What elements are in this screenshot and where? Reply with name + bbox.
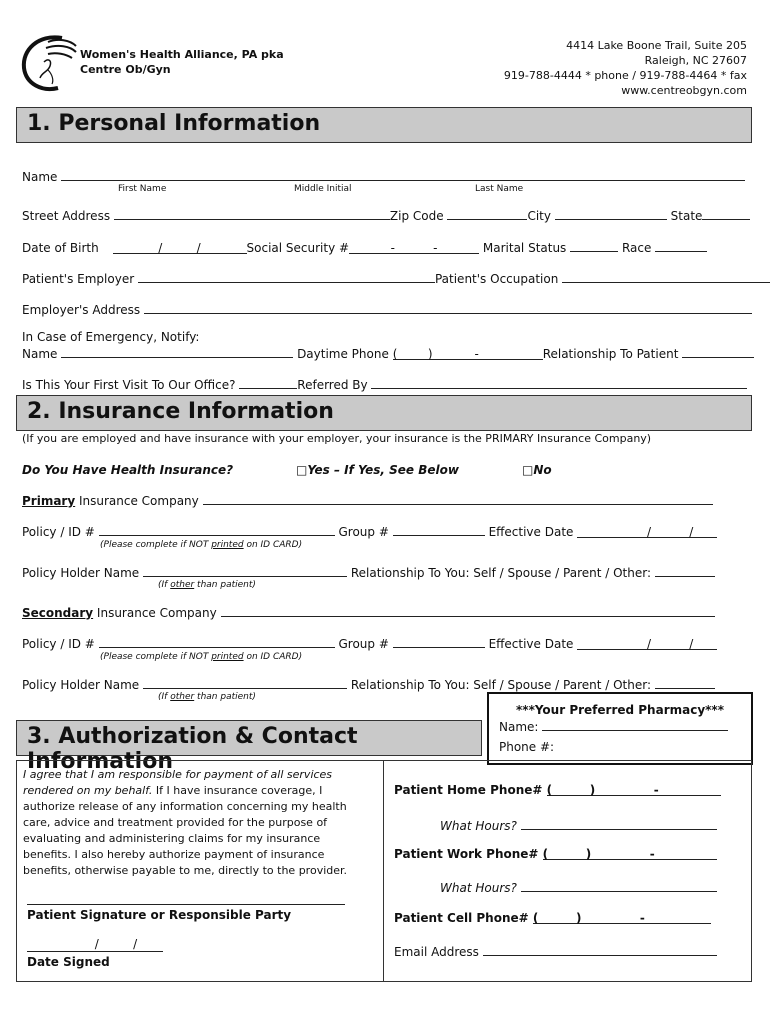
- email-field[interactable]: [483, 943, 717, 956]
- pharmacy-title: ***Your Preferred Pharmacy***: [516, 703, 724, 717]
- primary-policy-row: [22, 523, 748, 539]
- home-phone-label: Patient Home Phone#: [394, 783, 543, 797]
- group-label: Group #: [338, 637, 389, 651]
- name-field[interactable]: [61, 168, 745, 181]
- id-note: [100, 652, 302, 662]
- secondary-label: Secondary: [22, 606, 94, 620]
- ssn-label: Social Security #: [246, 241, 350, 255]
- relation-label: Relationship To You: Self / Spouse / Parent / Other:: [350, 566, 652, 580]
- race-label: Race: [621, 241, 652, 255]
- agreement-italic: I agree that I am responsible for payment of all services rendered on my behalf.: [23, 768, 333, 797]
- agreement-text: [23, 767, 363, 879]
- employer-field[interactable]: [138, 270, 435, 283]
- section-title: 3. Authorization & Contact Information: [27, 724, 358, 774]
- org-address: [504, 38, 747, 98]
- marital-field[interactable]: [570, 239, 618, 252]
- race-field[interactable]: [655, 239, 707, 252]
- note-text: on ID CARD): [243, 652, 303, 662]
- pharmacy-phone-label: Phone #:: [499, 740, 555, 754]
- org-name: Women's Health Alliance, PA pka: [80, 48, 284, 61]
- section-title: 2. Insurance Information: [27, 399, 334, 424]
- employer-row: [22, 270, 748, 286]
- policy-label: Policy / ID #: [22, 525, 95, 539]
- ssn-field[interactable]: - -: [349, 241, 479, 254]
- what-hours-label: What Hours?: [440, 881, 517, 895]
- home-hours-field[interactable]: [521, 817, 717, 830]
- daytime-phone-field[interactable]: ( ) -: [393, 347, 543, 360]
- name-label: Name: [22, 170, 58, 184]
- secondary-group-field[interactable]: [393, 635, 485, 648]
- date-signed-label: Date Signed: [27, 955, 110, 969]
- emergency-label: In Case of Emergency, Notify:: [22, 330, 200, 344]
- employer-address-row: [22, 301, 748, 317]
- home-phone-row: [394, 783, 721, 797]
- addr-phone: 919-788-4444 * phone / 919-788-4464 * fax: [503, 69, 747, 82]
- dob-label: Date of Birth: [22, 241, 99, 255]
- first-name-caption: First Name: [118, 184, 167, 194]
- referred-label: Referred By: [297, 378, 368, 392]
- zip-label: Zip Code: [389, 209, 444, 223]
- date-signed-field[interactable]: / /: [27, 937, 163, 952]
- cell-phone-label: Patient Cell Phone#: [394, 911, 529, 925]
- note-text: than patient): [194, 580, 256, 590]
- primary-holder-field[interactable]: [143, 564, 347, 577]
- holder-label: Policy Holder Name: [22, 678, 140, 692]
- secondary-effective-field[interactable]: / /: [577, 637, 717, 650]
- primary-effective-field[interactable]: / /: [577, 525, 717, 538]
- policy-label: Policy / ID #: [22, 637, 95, 651]
- work-phone-label: Patient Work Phone#: [394, 847, 539, 861]
- note-text: (If: [158, 580, 171, 590]
- signature-field[interactable]: [27, 904, 345, 905]
- home-hours-row: [440, 817, 717, 833]
- dob-row: [22, 239, 748, 255]
- home-phone-field[interactable]: ( ) -: [547, 783, 721, 796]
- id-note: [100, 540, 302, 550]
- note-text: (Please complete if NOT: [100, 540, 212, 550]
- street-label: Street Address: [22, 209, 111, 223]
- secondary-policy-row: [22, 635, 748, 651]
- middle-initial-caption: Middle Initial: [294, 184, 352, 194]
- first-visit-label: Is This Your First Visit To Our Office?: [22, 378, 236, 392]
- street-field[interactable]: [114, 207, 390, 220]
- cell-phone-row: [394, 911, 711, 925]
- emergency-name-label: Name: [22, 347, 58, 361]
- name-row: [22, 168, 748, 184]
- pharmacy-name-label: Name:: [499, 720, 539, 734]
- pharmacy-box: [487, 692, 753, 765]
- primary-label: Primary: [22, 494, 76, 508]
- referred-field[interactable]: [371, 376, 747, 389]
- note-text: than patient): [194, 692, 256, 702]
- secondary-holder-row: [22, 676, 748, 692]
- holder-label: Policy Holder Name: [22, 566, 140, 580]
- note-text: on ID CARD): [243, 540, 303, 550]
- employer-address-field[interactable]: [144, 301, 752, 314]
- other-note: [158, 580, 256, 590]
- employer-label: Patient's Employer: [22, 272, 135, 286]
- primary-holder-row: [22, 564, 748, 580]
- have-insurance-label: Do You Have Health Insurance?: [22, 463, 234, 477]
- primary-company-field[interactable]: [203, 492, 713, 505]
- first-visit-row: [22, 376, 748, 392]
- secondary-relation-field[interactable]: [655, 676, 715, 689]
- work-phone-row: [394, 847, 717, 861]
- addr-line: Raleigh, NC 27607: [644, 54, 747, 67]
- relationship-label: Relationship To Patient: [542, 347, 679, 361]
- logo-icon: [18, 32, 78, 94]
- effective-date-label: Effective Date: [488, 525, 574, 539]
- address-row: [22, 207, 748, 223]
- dob-field[interactable]: / /: [113, 241, 247, 254]
- first-visit-field[interactable]: [239, 376, 297, 389]
- work-hours-field[interactable]: [521, 879, 717, 892]
- insurance-company-label: Insurance Company: [93, 606, 217, 620]
- emergency-row: [22, 345, 748, 361]
- authorization-box: [16, 760, 752, 982]
- state-label: State: [670, 209, 703, 223]
- secondary-company-row: [22, 604, 748, 620]
- what-hours-label: What Hours?: [440, 819, 517, 833]
- note-text: (If: [158, 692, 171, 702]
- city-label: City: [527, 209, 551, 223]
- effective-date-label: Effective Date: [488, 637, 574, 651]
- secondary-company-field[interactable]: [221, 604, 715, 617]
- section-insurance-header: [16, 395, 752, 431]
- employer-address-label: Employer's Address: [22, 303, 141, 317]
- insurance-subtitle: (If you are employed and have insurance with your employer, your insurance is the PRIMARY Insurance Company): [22, 432, 652, 445]
- addr-website: www.centreobgyn.com: [621, 84, 747, 97]
- primary-group-field[interactable]: [393, 523, 485, 536]
- org-subname: Centre Ob/Gyn: [80, 63, 171, 76]
- primary-company-row: [22, 492, 748, 508]
- section-personal-header: [16, 107, 752, 143]
- emergency-name-field[interactable]: [61, 345, 293, 358]
- state-field[interactable]: [702, 207, 750, 220]
- note-text: printed: [211, 540, 244, 550]
- other-note: [158, 692, 256, 702]
- marital-label: Marital Status: [482, 241, 567, 255]
- relation-label: Relationship To You: Self / Spouse / Parent / Other:: [350, 678, 652, 692]
- note-text: printed: [211, 652, 244, 662]
- email-label: Email Address: [394, 945, 479, 959]
- primary-relation-field[interactable]: [655, 564, 715, 577]
- cell-phone-field[interactable]: ( ) -: [533, 911, 711, 924]
- work-hours-row: [440, 879, 717, 895]
- note-text: other: [170, 580, 195, 590]
- signature-label: Patient Signature or Responsible Party: [27, 908, 292, 922]
- secondary-holder-field[interactable]: [143, 676, 347, 689]
- primary-policy-field[interactable]: [99, 523, 335, 536]
- agreement-body: If I have insurance coverage, I authorize release of any information concerning my health care, advice and treatment provided for the purpose of evaluating and administering claims for my insurance benefits. I also hereby authorize payment of insurance benefits, otherwise payable to me, directly to the provider.: [23, 784, 348, 877]
- note-text: other: [170, 692, 195, 702]
- occupation-field[interactable]: [562, 270, 770, 283]
- section-authorization-header: [16, 720, 482, 774]
- last-name-caption: Last Name: [475, 184, 524, 194]
- addr-line: 4414 Lake Boone Trail, Suite 205: [566, 39, 747, 52]
- occupation-label: Patient's Occupation: [434, 272, 559, 286]
- insurance-company-label: Insurance Company: [75, 494, 199, 508]
- pharmacy-name-field[interactable]: [542, 718, 728, 731]
- section-title: 1. Personal Information: [27, 111, 321, 136]
- no-checkbox[interactable]: □No: [522, 463, 552, 477]
- daytime-phone-label: Daytime Phone: [297, 347, 389, 361]
- work-phone-field[interactable]: ( ) -: [543, 847, 717, 860]
- note-text: (Please complete if NOT: [100, 652, 212, 662]
- group-label: Group #: [338, 525, 389, 539]
- yes-checkbox[interactable]: □Yes – If Yes, See Below: [296, 463, 459, 477]
- divider: [383, 761, 384, 981]
- email-row: [394, 943, 717, 959]
- secondary-policy-field[interactable]: [99, 635, 335, 648]
- relationship-field[interactable]: [682, 345, 754, 358]
- city-field[interactable]: [555, 207, 667, 220]
- zip-field[interactable]: [447, 207, 527, 220]
